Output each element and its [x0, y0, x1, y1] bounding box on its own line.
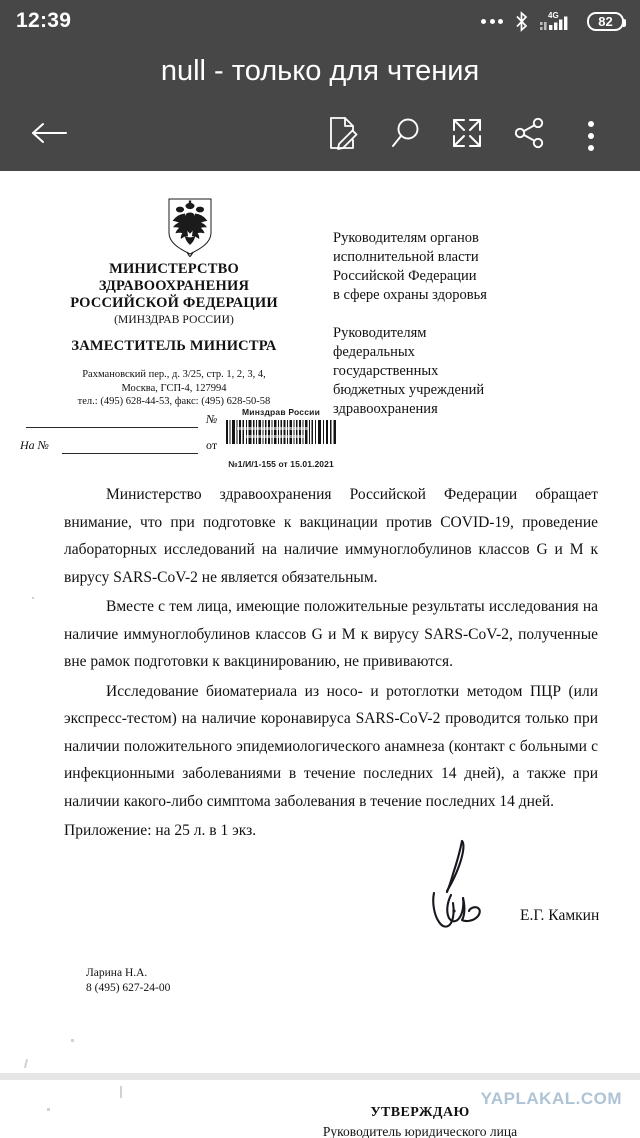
reference-incoming-rule	[62, 453, 198, 454]
battery-indicator	[587, 12, 624, 31]
scan-speck	[24, 1059, 28, 1068]
signer-name: Е.Г. Камкин	[520, 907, 600, 924]
status-bar	[0, 0, 640, 42]
addressee-1: Руководителям органов исполнительной власти Российской Федерации в сфере охраны здоровья	[333, 230, 487, 303]
attachment-note: Приложение: на 25 л. в 1 экз.	[64, 822, 257, 839]
registration-stamp	[222, 407, 340, 469]
share-button[interactable]	[498, 109, 560, 163]
body-paragraph-3: Исследование биоматериала из носо- и ротоглотки методом ПЦР (или экспресс-тестом) на наличие коронавируса SARS-CoV-2 проводится только при наличии положительного эпидемиологического анамнеза (контакт с больными с инфекционными заболеваниями в течение последних 14 дней), а также при наличии какого-либо симптома заболевания в течение последних 14 дней.	[64, 682, 598, 810]
search-button[interactable]	[374, 109, 436, 163]
address-line-3: тел.: (495) 628-44-53, факс: (495) 628-50-58	[77, 396, 271, 407]
address-line-2: Москва, ГСП-4, 127994	[121, 382, 227, 394]
more-menu-button[interactable]	[560, 109, 622, 163]
addressees-block	[333, 229, 613, 419]
ministry-title: МИНИСТЕРСТВО ЗДРАВООХРАНЕНИЯ РОССИЙСКОЙ ФЕДЕРАЦИИ	[70, 261, 278, 311]
back-button[interactable]	[22, 109, 76, 163]
contact-block	[86, 966, 170, 996]
reference-number-row	[20, 409, 250, 435]
page-separator	[0, 1073, 640, 1080]
scan-speck	[71, 1039, 74, 1042]
reference-incoming-label: На №	[20, 438, 49, 452]
more-dots-icon	[481, 19, 503, 24]
organization-block	[28, 261, 320, 409]
bluetooth-icon	[514, 11, 529, 32]
scan-speck	[120, 1086, 122, 1098]
body-paragraph-1: Министерство здравоохранения Российской Федерации обращает внимание, что при подготовке к вакцинации против COVID-19, проведение лабораторных исследований на наличие иммуноглобулинов классов G и M к вирусу SARS-CoV-2 не является обязательным.	[64, 486, 598, 586]
contact-name: Ларина Н.А.	[86, 967, 148, 979]
addressee-2: Руководителям федеральных государственных бюджетных учреждений здравоохранения	[333, 325, 485, 417]
scan-speck	[32, 597, 34, 599]
letter-body	[64, 481, 598, 847]
approve-subline: Руководитель юридического лица	[322, 1124, 518, 1138]
search-icon	[389, 116, 421, 155]
document-body-2	[0, 1080, 640, 1138]
status-clock: 12:39	[16, 9, 72, 32]
annotate-button[interactable]	[312, 109, 374, 163]
reference-block	[20, 409, 250, 461]
coat-of-arms-icon	[161, 195, 219, 259]
stamp-number: №1/И/1-155 от 15.01.2021	[228, 459, 334, 469]
signal-4g-icon	[540, 10, 576, 32]
reference-number-label: №	[206, 412, 218, 426]
reference-date-label: от	[206, 438, 218, 452]
app-title: null - только для чтения	[0, 42, 640, 100]
more-menu-icon	[588, 121, 594, 151]
toolbar	[0, 100, 640, 171]
site-watermark: YAPLAKAL.COM	[480, 1089, 622, 1108]
reference-incoming-row	[20, 435, 250, 461]
battery-level: 82	[598, 13, 613, 29]
fullscreen-button[interactable]	[436, 109, 498, 163]
fullscreen-icon	[451, 117, 483, 154]
document-body	[0, 171, 640, 1073]
barcode-image	[225, 419, 337, 445]
signature-row	[0, 851, 640, 961]
status-indicators	[481, 10, 624, 32]
scan-speck	[47, 1108, 50, 1111]
ministry-address	[28, 368, 320, 409]
svg-text:4G: 4G	[548, 11, 559, 20]
document-page-2[interactable]	[0, 1080, 640, 1138]
reference-number-rule	[26, 427, 198, 428]
contact-phone: 8 (495) 627-24-00	[86, 982, 171, 994]
back-arrow-icon	[30, 120, 68, 151]
ministry-position: ЗАМЕСТИТЕЛЬ МИНИСТРА	[71, 338, 277, 354]
document-page-1[interactable]	[0, 171, 640, 1073]
share-icon	[513, 117, 545, 154]
body-paragraph-2: Вместе с тем лица, имеющие положительные результаты исследования на наличие иммуноглобулинов классов G и M к вирусу SARS-CoV-2, полученные вне рамок подготовки к вакцинированию, не прививаются.	[64, 598, 598, 670]
address-line-1: Рахмановский пер., д. 3/25, стр. 1, 2, 3, 4,	[82, 369, 266, 380]
approve-heading: УТВЕРЖДАЮ	[370, 1105, 470, 1120]
stamp-caption: Минздрав России	[241, 407, 320, 417]
annotate-icon	[327, 116, 359, 155]
ministry-short-name: (МИНЗДРАВ РОССИИ)	[114, 314, 234, 326]
handwritten-signature	[418, 835, 514, 939]
